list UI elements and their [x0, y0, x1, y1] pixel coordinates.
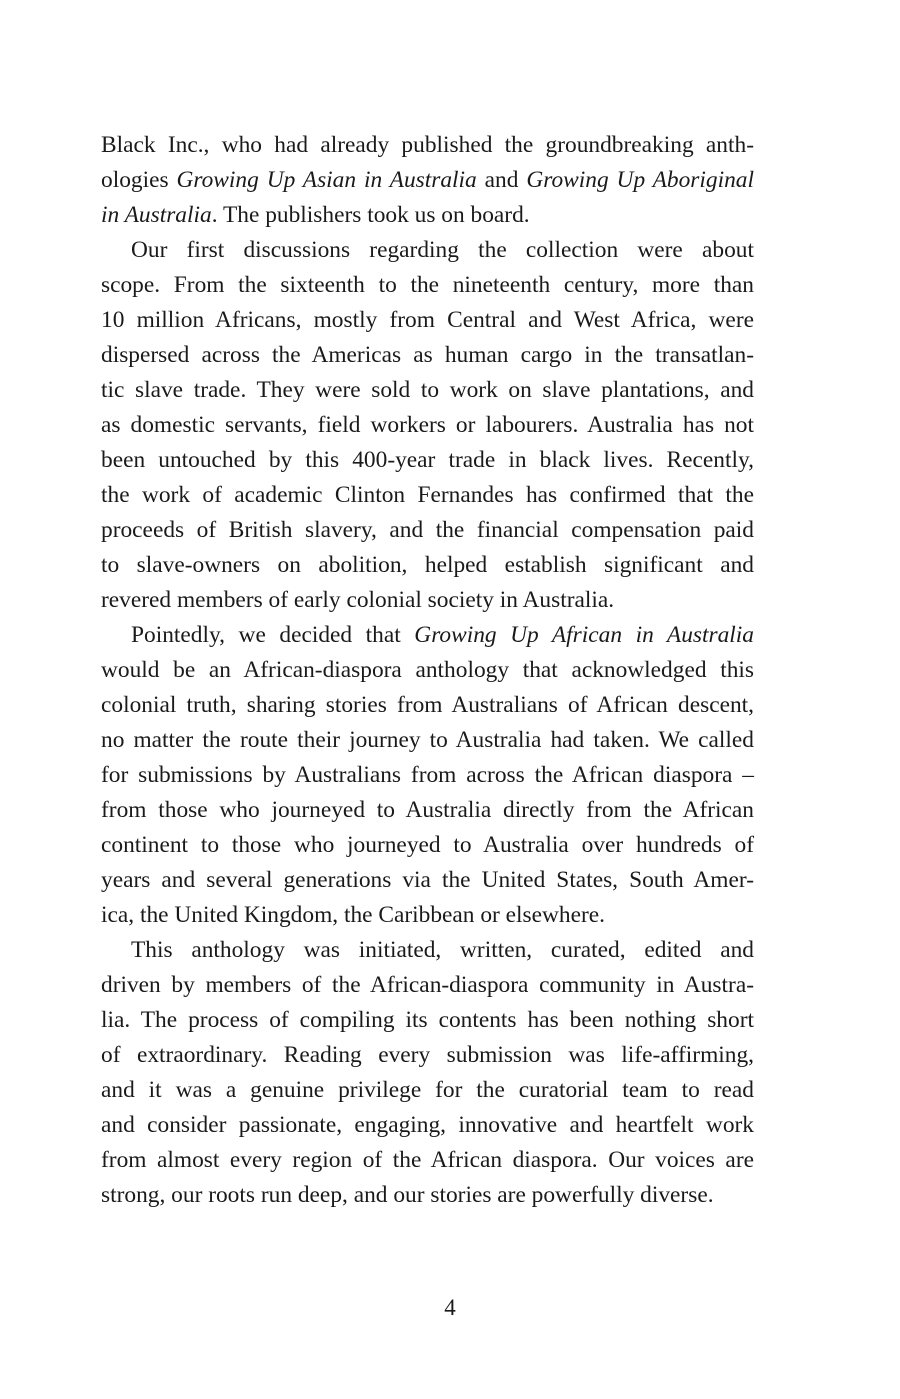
text-run: from almost every region of the African diaspora. Our voices are: [101, 1147, 754, 1173]
text-line: [101, 233, 754, 268]
text-run: and it was a genuine privilege for the curatorial team to read: [101, 1077, 754, 1103]
paragraph: [101, 128, 754, 233]
text-run: been untouched by this 400-year trade in black lives. Recently,: [101, 447, 754, 473]
text-run: and consider passionate, engaging, innovative and heartfelt work: [101, 1112, 754, 1138]
body-text: [101, 128, 754, 1213]
text-run: scope. From the sixteenth to the nineteenth century, more than: [101, 272, 754, 298]
text-run: 10 million Africans, mostly from Central and West Africa, were: [101, 307, 754, 333]
text-run: the work of academic Clinton Fernandes has confirmed that the: [101, 482, 754, 508]
text-line: [101, 408, 754, 443]
text-line: [101, 898, 754, 933]
text-run: years and several generations via the United States, South Amer-: [101, 867, 754, 893]
text-line: [101, 128, 754, 163]
text-run: . The publishers took us on board.: [211, 202, 530, 228]
text-line: [101, 1143, 754, 1178]
text-run: and: [476, 167, 527, 193]
text-run: no matter the route their journey to Australia had taken. We called: [101, 727, 754, 753]
text-run: continent to those who journeyed to Australia over hundreds of: [101, 832, 754, 858]
text-run: revered members of early colonial society in Australia.: [101, 587, 615, 613]
paragraph: [101, 233, 754, 618]
text-line: [101, 758, 754, 793]
text-line: [101, 198, 754, 233]
text-line: [101, 303, 754, 338]
text-run: ica, the United Kingdom, the Caribbean or elsewhere.: [101, 902, 606, 928]
text-run: tic slave trade. They were sold to work on slave plantations, and: [101, 377, 754, 403]
text-line: [101, 1108, 754, 1143]
text-run: ologies: [101, 167, 177, 193]
text-run: This anthology was initiated, written, curated, edited and: [131, 937, 754, 963]
text-run: as domestic servants, field workers or labourers. Australia has not: [101, 412, 754, 438]
text-line: [101, 1073, 754, 1108]
text-line: [101, 933, 754, 968]
text-line: [101, 618, 754, 653]
text-run: lia. The process of compiling its contents has been nothing short: [101, 1007, 754, 1033]
text-line: [101, 1178, 754, 1213]
text-line: [101, 828, 754, 863]
text-run: for submissions by Australians from across the African diaspora –: [101, 762, 754, 788]
paragraph: [101, 933, 754, 1213]
text-line: [101, 163, 754, 198]
text-line: [101, 723, 754, 758]
text-run: Our first discussions regarding the collection were about: [131, 237, 754, 263]
text-run: colonial truth, sharing stories from Australians of African descent,: [101, 692, 754, 718]
italic-title: Growing Up Aboriginal: [526, 167, 754, 193]
text-line: [101, 1038, 754, 1073]
text-line: [101, 513, 754, 548]
text-line: [101, 863, 754, 898]
text-line: [101, 688, 754, 723]
text-line: [101, 338, 754, 373]
text-run: proceeds of British slavery, and the financial compensation paid: [101, 517, 754, 543]
text-run: strong, our roots run deep, and our stories are powerfully diverse.: [101, 1182, 714, 1208]
text-line: [101, 373, 754, 408]
italic-title: Growing Up African in Australia: [414, 622, 754, 648]
text-line: [101, 793, 754, 828]
text-run: from those who journeyed to Australia directly from the African: [101, 797, 754, 823]
text-line: [101, 548, 754, 583]
page-number: 4: [444, 1295, 456, 1320]
text-run: driven by members of the African-diaspora community in Austra-: [101, 972, 754, 998]
text-run: would be an African-diaspora anthology that acknowledged this: [101, 657, 754, 683]
text-line: [101, 268, 754, 303]
text-run: dispersed across the Americas as human cargo in the transatlan-: [101, 342, 754, 368]
text-run: Pointedly, we decided that: [131, 622, 415, 648]
text-run: of extraordinary. Reading every submission was life-affirming,: [101, 1042, 754, 1068]
text-line: [101, 1003, 754, 1038]
text-run: to slave-owners on abolition, helped establish significant and: [101, 552, 754, 578]
text-line: [101, 968, 754, 1003]
italic-title: in Australia: [101, 202, 212, 228]
text-line: [101, 443, 754, 478]
text-line: [101, 478, 754, 513]
text-line: [101, 583, 754, 618]
text-run: Black Inc., who had already published the groundbreaking anth-: [101, 132, 754, 158]
text-line: [101, 653, 754, 688]
italic-title: Growing Up Asian in Australia: [176, 167, 477, 193]
paragraph: [101, 618, 754, 933]
